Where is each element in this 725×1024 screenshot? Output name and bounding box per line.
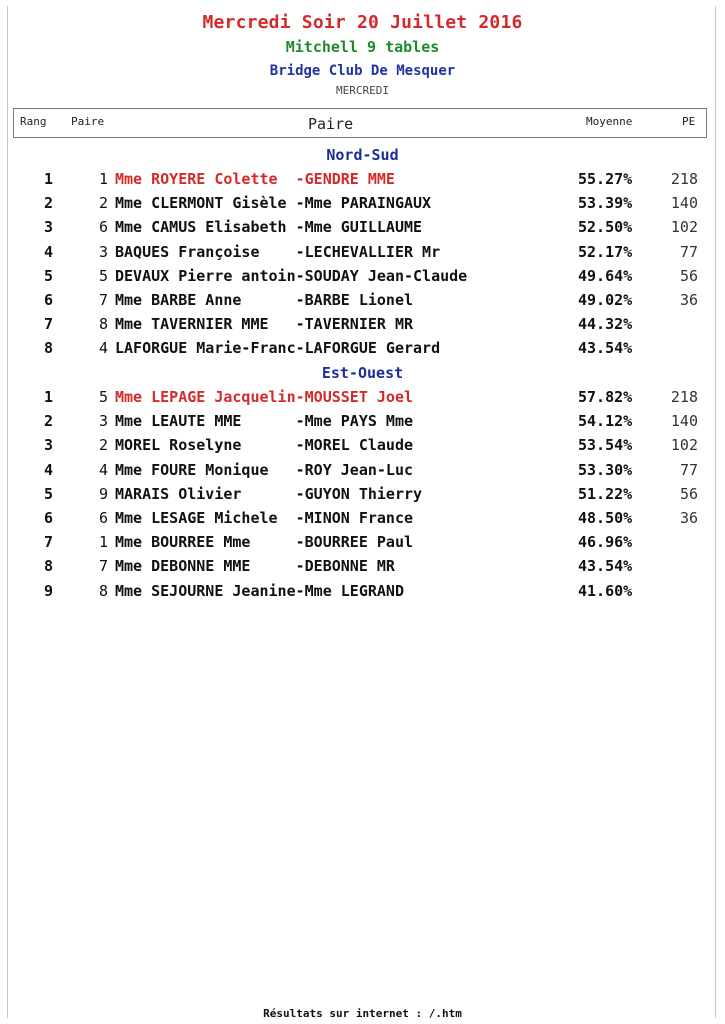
col-pe: PE: [682, 115, 696, 128]
rank-cell: 2: [44, 194, 54, 212]
points-cell: 36: [679, 291, 698, 309]
average-cell: 52.17%: [578, 243, 633, 261]
rank-cell: 7: [44, 315, 54, 333]
session-name: MERCREDI: [336, 84, 389, 97]
pair-names-cell: Mme FOURE Monique -ROY Jean-Luc: [115, 461, 414, 479]
col-paire-number: Paire: [71, 115, 105, 128]
result-row: [0, 267, 725, 289]
event-subtitle: Mitchell 9 tables: [285, 38, 440, 56]
rank-cell: 5: [44, 267, 54, 285]
pair-number-cell: 7: [98, 291, 108, 309]
pair-names-cell: Mme TAVERNIER MME -TAVERNIER MR: [115, 315, 414, 333]
result-row: [0, 485, 725, 507]
result-row: [0, 582, 725, 604]
result-row: [0, 533, 725, 555]
average-cell: 49.02%: [578, 291, 633, 309]
column-header: [13, 108, 707, 138]
rank-cell: 1: [44, 170, 54, 188]
average-cell: 53.39%: [578, 194, 633, 212]
result-row: [0, 218, 725, 240]
points-cell: 56: [679, 267, 698, 285]
average-cell: 57.82%: [578, 388, 633, 406]
pair-names-cell: Mme SEJOURNE Jeanine-Mme LEGRAND: [115, 582, 404, 600]
average-cell: 51.22%: [578, 485, 633, 503]
result-row: [0, 339, 725, 361]
average-cell: 41.60%: [578, 582, 633, 600]
section-heading: Est-Ouest: [321, 364, 404, 382]
pair-names-cell: Mme BOURREE Mme -BOURREE Paul: [115, 533, 414, 551]
points-cell: 140: [670, 194, 698, 212]
average-cell: 43.54%: [578, 557, 633, 575]
pair-names-cell: Mme ROYERE Colette -GENDRE MME: [115, 170, 395, 188]
pair-number-cell: 1: [98, 533, 108, 551]
points-cell: 36: [679, 509, 698, 527]
pair-names-cell: MOREL Roselyne -MOREL Claude: [115, 436, 414, 454]
result-row: [0, 315, 725, 337]
result-row: [0, 170, 725, 192]
pair-number-cell: 5: [98, 388, 108, 406]
pair-number-cell: 3: [98, 243, 108, 261]
pair-names-cell: Mme BARBE Anne -BARBE Lionel: [115, 291, 414, 309]
points-cell: 218: [670, 388, 698, 406]
result-row: [0, 291, 725, 313]
rank-cell: 4: [44, 461, 54, 479]
rank-cell: 6: [44, 509, 54, 527]
pair-names-cell: Mme CAMUS Elisabeth -Mme GUILLAUME: [115, 218, 423, 236]
points-cell: 140: [670, 412, 698, 430]
pair-number-cell: 5: [98, 267, 108, 285]
average-cell: 55.27%: [578, 170, 633, 188]
points-cell: 218: [670, 170, 698, 188]
average-cell: 49.64%: [578, 267, 633, 285]
points-cell: 77: [679, 243, 698, 261]
rank-cell: 2: [44, 412, 54, 430]
result-row: [0, 194, 725, 216]
average-cell: 43.54%: [578, 339, 633, 357]
footer-note: Résultats sur internet : /.htm: [263, 1007, 462, 1020]
col-moyenne: Moyenne: [586, 115, 633, 128]
result-row: [0, 557, 725, 579]
average-cell: 53.54%: [578, 436, 633, 454]
rank-cell: 9: [44, 582, 54, 600]
result-row: [0, 509, 725, 531]
points-cell: 102: [670, 218, 698, 236]
rank-cell: 1: [44, 388, 54, 406]
pair-number-cell: 3: [98, 412, 108, 430]
average-cell: 44.32%: [578, 315, 633, 333]
pair-names-cell: Mme LEAUTE MME -Mme PAYS Mme: [115, 412, 414, 430]
section-heading: Nord-Sud: [326, 146, 399, 164]
col-rang: Rang: [20, 115, 47, 128]
pair-number-cell: 6: [98, 509, 108, 527]
rank-cell: 5: [44, 485, 54, 503]
rank-cell: 8: [44, 557, 54, 575]
pair-number-cell: 4: [98, 339, 108, 357]
pair-number-cell: 7: [98, 557, 108, 575]
result-row: [0, 243, 725, 265]
result-row: [0, 388, 725, 410]
points-cell: 77: [679, 461, 698, 479]
points-cell: 56: [679, 485, 698, 503]
pair-names-cell: LAFORGUE Marie-Franc-LAFORGUE Gerard: [115, 339, 441, 357]
pair-number-cell: 2: [98, 436, 108, 454]
pair-names-cell: Mme DEBONNE MME -DEBONNE MR: [115, 557, 395, 575]
pair-names-cell: Mme LESAGE Michele -MINON France: [115, 509, 414, 527]
club-name: Bridge Club De Mesquer: [269, 63, 456, 79]
pair-names-cell: BAQUES Françoise -LECHEVALLIER Mr: [115, 243, 441, 261]
rank-cell: 7: [44, 533, 54, 551]
result-row: [0, 412, 725, 434]
rank-cell: 6: [44, 291, 54, 309]
result-row: [0, 436, 725, 458]
pair-names-cell: DEVAUX Pierre antoin-SOUDAY Jean-Claude: [115, 267, 468, 285]
pair-number-cell: 8: [98, 315, 108, 333]
col-paire: Paire: [308, 115, 354, 133]
average-cell: 52.50%: [578, 218, 633, 236]
pair-number-cell: 1: [98, 170, 108, 188]
points-cell: 102: [670, 436, 698, 454]
average-cell: 48.50%: [578, 509, 633, 527]
rank-cell: 8: [44, 339, 54, 357]
rank-cell: 3: [44, 218, 54, 236]
rank-cell: 4: [44, 243, 54, 261]
pair-number-cell: 4: [98, 461, 108, 479]
pair-number-cell: 9: [98, 485, 108, 503]
result-row: [0, 461, 725, 483]
pair-number-cell: 2: [98, 194, 108, 212]
pair-names-cell: Mme CLERMONT Gisèle -Mme PARAINGAUX: [115, 194, 432, 212]
page-title: Mercredi Soir 20 Juillet 2016: [202, 12, 523, 33]
pair-names-cell: Mme LEPAGE Jacquelin-MOUSSET Joel: [115, 388, 414, 406]
rank-cell: 3: [44, 436, 54, 454]
average-cell: 54.12%: [578, 412, 633, 430]
pair-number-cell: 6: [98, 218, 108, 236]
pair-names-cell: MARAIS Olivier -GUYON Thierry: [115, 485, 423, 503]
average-cell: 53.30%: [578, 461, 633, 479]
average-cell: 46.96%: [578, 533, 633, 551]
pair-number-cell: 8: [98, 582, 108, 600]
